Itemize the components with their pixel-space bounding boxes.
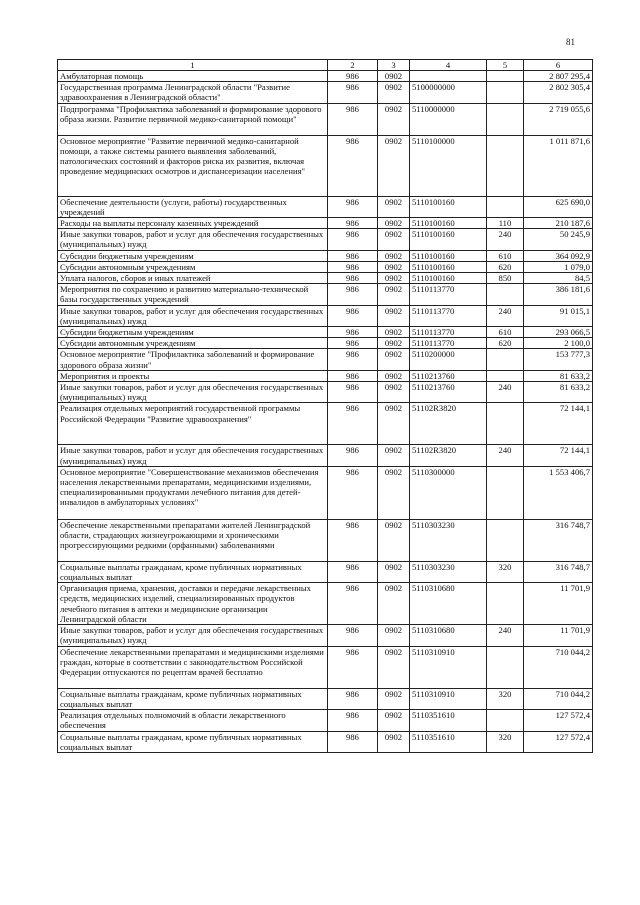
amount-cell: 84,5 <box>524 273 593 284</box>
table-row <box>58 218 593 229</box>
amount-cell: 316 748,7 <box>524 519 593 561</box>
expense-type-cell <box>487 71 524 82</box>
budget-table <box>57 59 593 753</box>
section-code-cell: 0902 <box>378 688 410 709</box>
expense-type-cell <box>487 103 524 135</box>
amount-cell: 81 633,2 <box>524 382 593 403</box>
expense-type-cell: 320 <box>487 561 524 582</box>
amount-cell: 210 187,6 <box>524 218 593 229</box>
expense-type-cell <box>487 710 524 731</box>
amount-cell: 1 553 406,7 <box>524 466 593 519</box>
target-article-cell: 5110113770 <box>410 338 487 349</box>
gr-code-cell: 986 <box>328 583 378 625</box>
target-article-cell: 5110000000 <box>410 103 487 135</box>
section-code-cell: 0902 <box>378 196 410 217</box>
table-row <box>58 71 593 82</box>
amount-cell: 11 701,9 <box>524 625 593 646</box>
row-name-cell: Реализация отдельных мероприятий государственной программы Российской Федерации "Развитие здравоохранения" <box>58 403 328 445</box>
column-header: 2 <box>328 60 378 71</box>
target-article-cell: 5110351610 <box>410 731 487 752</box>
section-code-cell: 0902 <box>378 382 410 403</box>
expense-type-cell: 240 <box>487 625 524 646</box>
target-article-cell: 5110310680 <box>410 625 487 646</box>
section-code-cell: 0902 <box>378 561 410 582</box>
expense-type-cell <box>487 284 524 305</box>
column-header: 1 <box>58 60 328 71</box>
row-name-cell: Субсидии бюджетным учреждениям <box>58 250 328 261</box>
gr-code-cell: 986 <box>328 82 378 103</box>
table-row <box>58 382 593 403</box>
amount-cell: 625 690,0 <box>524 196 593 217</box>
section-code-cell: 0902 <box>378 731 410 752</box>
target-article-cell: 5110100160 <box>410 218 487 229</box>
gr-code-cell: 986 <box>328 370 378 381</box>
amount-cell: 316 748,7 <box>524 561 593 582</box>
section-code-cell: 0902 <box>378 710 410 731</box>
table-row <box>58 625 593 646</box>
amount-cell: 2 807 295,4 <box>524 71 593 82</box>
amount-cell: 2 100,0 <box>524 338 593 349</box>
section-code-cell: 0902 <box>378 135 410 196</box>
amount-cell: 386 181,6 <box>524 284 593 305</box>
amount-cell: 50 245,9 <box>524 229 593 250</box>
section-code-cell: 0902 <box>378 519 410 561</box>
row-name-cell: Субсидии автономным учреждениям <box>58 338 328 349</box>
target-article-cell: 51102R3820 <box>410 403 487 445</box>
table-row <box>58 466 593 519</box>
amount-cell: 91 015,1 <box>524 305 593 326</box>
amount-cell: 2 802 305,4 <box>524 82 593 103</box>
section-code-cell: 0902 <box>378 305 410 326</box>
table-body <box>58 71 593 753</box>
section-code-cell: 0902 <box>378 103 410 135</box>
amount-cell: 81 633,2 <box>524 370 593 381</box>
amount-cell: 127 572,4 <box>524 731 593 752</box>
expense-type-cell <box>487 519 524 561</box>
section-code-cell: 0902 <box>378 250 410 261</box>
row-name-cell: Амбулаторная помощь <box>58 71 328 82</box>
table-row <box>58 646 593 688</box>
target-article-cell: 5110300000 <box>410 466 487 519</box>
expense-type-cell: 320 <box>487 688 524 709</box>
table-row <box>58 327 593 338</box>
amount-cell: 153 777,3 <box>524 349 593 370</box>
expense-type-cell <box>487 466 524 519</box>
target-article-cell: 5100000000 <box>410 82 487 103</box>
gr-code-cell: 986 <box>328 338 378 349</box>
target-article-cell: 5110310680 <box>410 583 487 625</box>
table-row <box>58 273 593 284</box>
amount-cell: 11 701,9 <box>524 583 593 625</box>
row-name-cell: Мероприятия по сохранению и развитию материально-технической базы государственных учреждений <box>58 284 328 305</box>
row-name-cell: Обеспечение лекарственными препаратами жителей Ленинградской области, страдающих жизнеугрожающими и хроническими прогрессирующими редкими (орфанными) заболеваниями <box>58 519 328 561</box>
table-row <box>58 196 593 217</box>
table-row <box>58 338 593 349</box>
page-number: 81 <box>566 37 575 47</box>
gr-code-cell: 986 <box>328 445 378 466</box>
expense-type-cell: 240 <box>487 382 524 403</box>
expense-type-cell: 850 <box>487 273 524 284</box>
gr-code-cell: 986 <box>328 284 378 305</box>
gr-code-cell: 986 <box>328 646 378 688</box>
gr-code-cell: 986 <box>328 382 378 403</box>
target-article-cell: 5110113770 <box>410 284 487 305</box>
row-name-cell: Основное мероприятие "Совершенствование механизмов обеспечения населения лекарственными препаратами, медицинскими изделиями, специализированными продуктами лечебного питания для детей-инвалидов в амбулаторных условиях" <box>58 466 328 519</box>
expense-type-cell <box>487 583 524 625</box>
table-row <box>58 583 593 625</box>
table-row <box>58 103 593 135</box>
gr-code-cell: 986 <box>328 561 378 582</box>
table-row <box>58 261 593 272</box>
target-article-cell: 5110213760 <box>410 382 487 403</box>
row-name-cell: Субсидии автономным учреждениям <box>58 261 328 272</box>
gr-code-cell: 986 <box>328 403 378 445</box>
row-name-cell: Государственная программа Ленинградской области "Развитие здравоохранения в Ленинградской области" <box>58 82 328 103</box>
target-article-cell: 5110100000 <box>410 135 487 196</box>
target-article-cell: 5110100160 <box>410 261 487 272</box>
expense-type-cell <box>487 196 524 217</box>
target-article-cell: 5110100160 <box>410 196 487 217</box>
amount-cell: 2 719 055,6 <box>524 103 593 135</box>
table-row <box>58 349 593 370</box>
section-code-cell: 0902 <box>378 370 410 381</box>
table-row <box>58 305 593 326</box>
section-code-cell: 0902 <box>378 71 410 82</box>
table-row <box>58 229 593 250</box>
gr-code-cell: 986 <box>328 135 378 196</box>
table-row <box>58 135 593 196</box>
gr-code-cell: 986 <box>328 688 378 709</box>
row-name-cell: Субсидии бюджетным учреждениям <box>58 327 328 338</box>
amount-cell: 72 144,1 <box>524 445 593 466</box>
row-name-cell: Мероприятия и проекты <box>58 370 328 381</box>
target-article-cell: 5110100160 <box>410 273 487 284</box>
row-name-cell: Социальные выплаты гражданам, кроме публичных нормативных социальных выплат <box>58 688 328 709</box>
expense-type-cell: 610 <box>487 327 524 338</box>
table-row <box>58 82 593 103</box>
expense-type-cell <box>487 82 524 103</box>
table-row <box>58 710 593 731</box>
gr-code-cell: 986 <box>328 218 378 229</box>
gr-code-cell: 986 <box>328 103 378 135</box>
expense-type-cell: 240 <box>487 445 524 466</box>
row-name-cell: Обеспечение лекарственными препаратами и медицинскими изделиями граждан, которые в соответствии с законодательством Российской Федерации отпускаются по рецептам врачей бесплатно <box>58 646 328 688</box>
section-code-cell: 0902 <box>378 273 410 284</box>
target-article-cell: 5110303230 <box>410 561 487 582</box>
target-article-cell: 5110303230 <box>410 519 487 561</box>
row-name-cell: Основное мероприятие "Развитие первичной медико-санитарной помощи, а также системы раннего выявления заболеваний, патологических состояний и факторов риска их развития, включая проведение медицинских осмотров и диспансеризации населения" <box>58 135 328 196</box>
expense-type-cell: 110 <box>487 218 524 229</box>
gr-code-cell: 986 <box>328 731 378 752</box>
gr-code-cell: 986 <box>328 71 378 82</box>
amount-cell: 1 079,0 <box>524 261 593 272</box>
target-article-cell: 51102R3820 <box>410 445 487 466</box>
section-code-cell: 0902 <box>378 327 410 338</box>
section-code-cell: 0902 <box>378 349 410 370</box>
row-name-cell: Иные закупки товаров, работ и услуг для обеспечения государственных (муниципальных) нужд <box>58 445 328 466</box>
target-article-cell <box>410 71 487 82</box>
target-article-cell: 5110310910 <box>410 688 487 709</box>
column-header: 6 <box>524 60 593 71</box>
table-row <box>58 445 593 466</box>
table-row <box>58 370 593 381</box>
expense-type-cell: 620 <box>487 261 524 272</box>
row-name-cell: Обеспечение деятельности (услуги, работы) государственных учреждений <box>58 196 328 217</box>
expense-type-cell: 620 <box>487 338 524 349</box>
target-article-cell: 5110100160 <box>410 250 487 261</box>
section-code-cell: 0902 <box>378 218 410 229</box>
table-row <box>58 561 593 582</box>
target-article-cell: 5110200000 <box>410 349 487 370</box>
row-name-cell: Реализация отдельных полномочий в области лекарственного обеспечения <box>58 710 328 731</box>
gr-code-cell: 986 <box>328 466 378 519</box>
section-code-cell: 0902 <box>378 229 410 250</box>
gr-code-cell: 986 <box>328 519 378 561</box>
table-header-row <box>58 60 593 71</box>
target-article-cell: 5110113770 <box>410 327 487 338</box>
expense-type-cell <box>487 403 524 445</box>
row-name-cell: Расходы на выплаты персоналу казенных учреждений <box>58 218 328 229</box>
gr-code-cell: 986 <box>328 625 378 646</box>
target-article-cell: 5110213760 <box>410 370 487 381</box>
table-row <box>58 688 593 709</box>
target-article-cell: 5110100160 <box>410 229 487 250</box>
column-header: 4 <box>410 60 487 71</box>
row-name-cell: Иные закупки товаров, работ и услуг для обеспечения государственных (муниципальных) нужд <box>58 625 328 646</box>
row-name-cell: Иные закупки товаров, работ и услуг для обеспечения государственных (муниципальных) нужд <box>58 305 328 326</box>
row-name-cell: Основное мероприятие "Профилактика заболеваний и формирование здорового образа жизни" <box>58 349 328 370</box>
row-name-cell: Социальные выплаты гражданам, кроме публичных нормативных социальных выплат <box>58 731 328 752</box>
table-row <box>58 519 593 561</box>
section-code-cell: 0902 <box>378 261 410 272</box>
expense-type-cell: 240 <box>487 305 524 326</box>
gr-code-cell: 986 <box>328 196 378 217</box>
section-code-cell: 0902 <box>378 403 410 445</box>
section-code-cell: 0902 <box>378 646 410 688</box>
expense-type-cell <box>487 349 524 370</box>
gr-code-cell: 986 <box>328 250 378 261</box>
expense-type-cell <box>487 135 524 196</box>
gr-code-cell: 986 <box>328 261 378 272</box>
expense-type-cell: 320 <box>487 731 524 752</box>
row-name-cell: Иные закупки товаров, работ и услуг для обеспечения государственных (муниципальных) нужд <box>58 382 328 403</box>
table-row <box>58 403 593 445</box>
expense-type-cell: 610 <box>487 250 524 261</box>
section-code-cell: 0902 <box>378 284 410 305</box>
section-code-cell: 0902 <box>378 338 410 349</box>
row-name-cell: Уплата налогов, сборов и иных платежей <box>58 273 328 284</box>
expense-type-cell: 240 <box>487 229 524 250</box>
amount-cell: 710 044,2 <box>524 646 593 688</box>
amount-cell: 710 044,2 <box>524 688 593 709</box>
amount-cell: 127 572,4 <box>524 710 593 731</box>
gr-code-cell: 986 <box>328 273 378 284</box>
column-header: 3 <box>378 60 410 71</box>
section-code-cell: 0902 <box>378 82 410 103</box>
row-name-cell: Подпрограмма "Профилактика заболеваний и формирование здорового образа жизни. Развитие первичной медико-санитарной помощи" <box>58 103 328 135</box>
column-header: 5 <box>487 60 524 71</box>
target-article-cell: 5110351610 <box>410 710 487 731</box>
section-code-cell: 0902 <box>378 583 410 625</box>
target-article-cell: 5110310910 <box>410 646 487 688</box>
gr-code-cell: 986 <box>328 305 378 326</box>
amount-cell: 72 144,1 <box>524 403 593 445</box>
expense-type-cell <box>487 646 524 688</box>
gr-code-cell: 986 <box>328 349 378 370</box>
row-name-cell: Социальные выплаты гражданам, кроме публичных нормативных социальных выплат <box>58 561 328 582</box>
amount-cell: 364 092,9 <box>524 250 593 261</box>
amount-cell: 293 066,5 <box>524 327 593 338</box>
target-article-cell: 5110113770 <box>410 305 487 326</box>
row-name-cell: Иные закупки товаров, работ и услуг для обеспечения государственных (муниципальных) нужд <box>58 229 328 250</box>
expense-type-cell <box>487 370 524 381</box>
section-code-cell: 0902 <box>378 466 410 519</box>
row-name-cell: Организация приема, хранения, доставки и передачи лекарственных средств, медицинских изделий, специализированных продуктов лечебного питания в аптеки и медицинские организации Ленинградской области <box>58 583 328 625</box>
amount-cell: 1 011 871,6 <box>524 135 593 196</box>
table-row <box>58 250 593 261</box>
gr-code-cell: 986 <box>328 710 378 731</box>
table-row <box>58 731 593 752</box>
section-code-cell: 0902 <box>378 625 410 646</box>
gr-code-cell: 986 <box>328 327 378 338</box>
section-code-cell: 0902 <box>378 445 410 466</box>
gr-code-cell: 986 <box>328 229 378 250</box>
table-row <box>58 284 593 305</box>
